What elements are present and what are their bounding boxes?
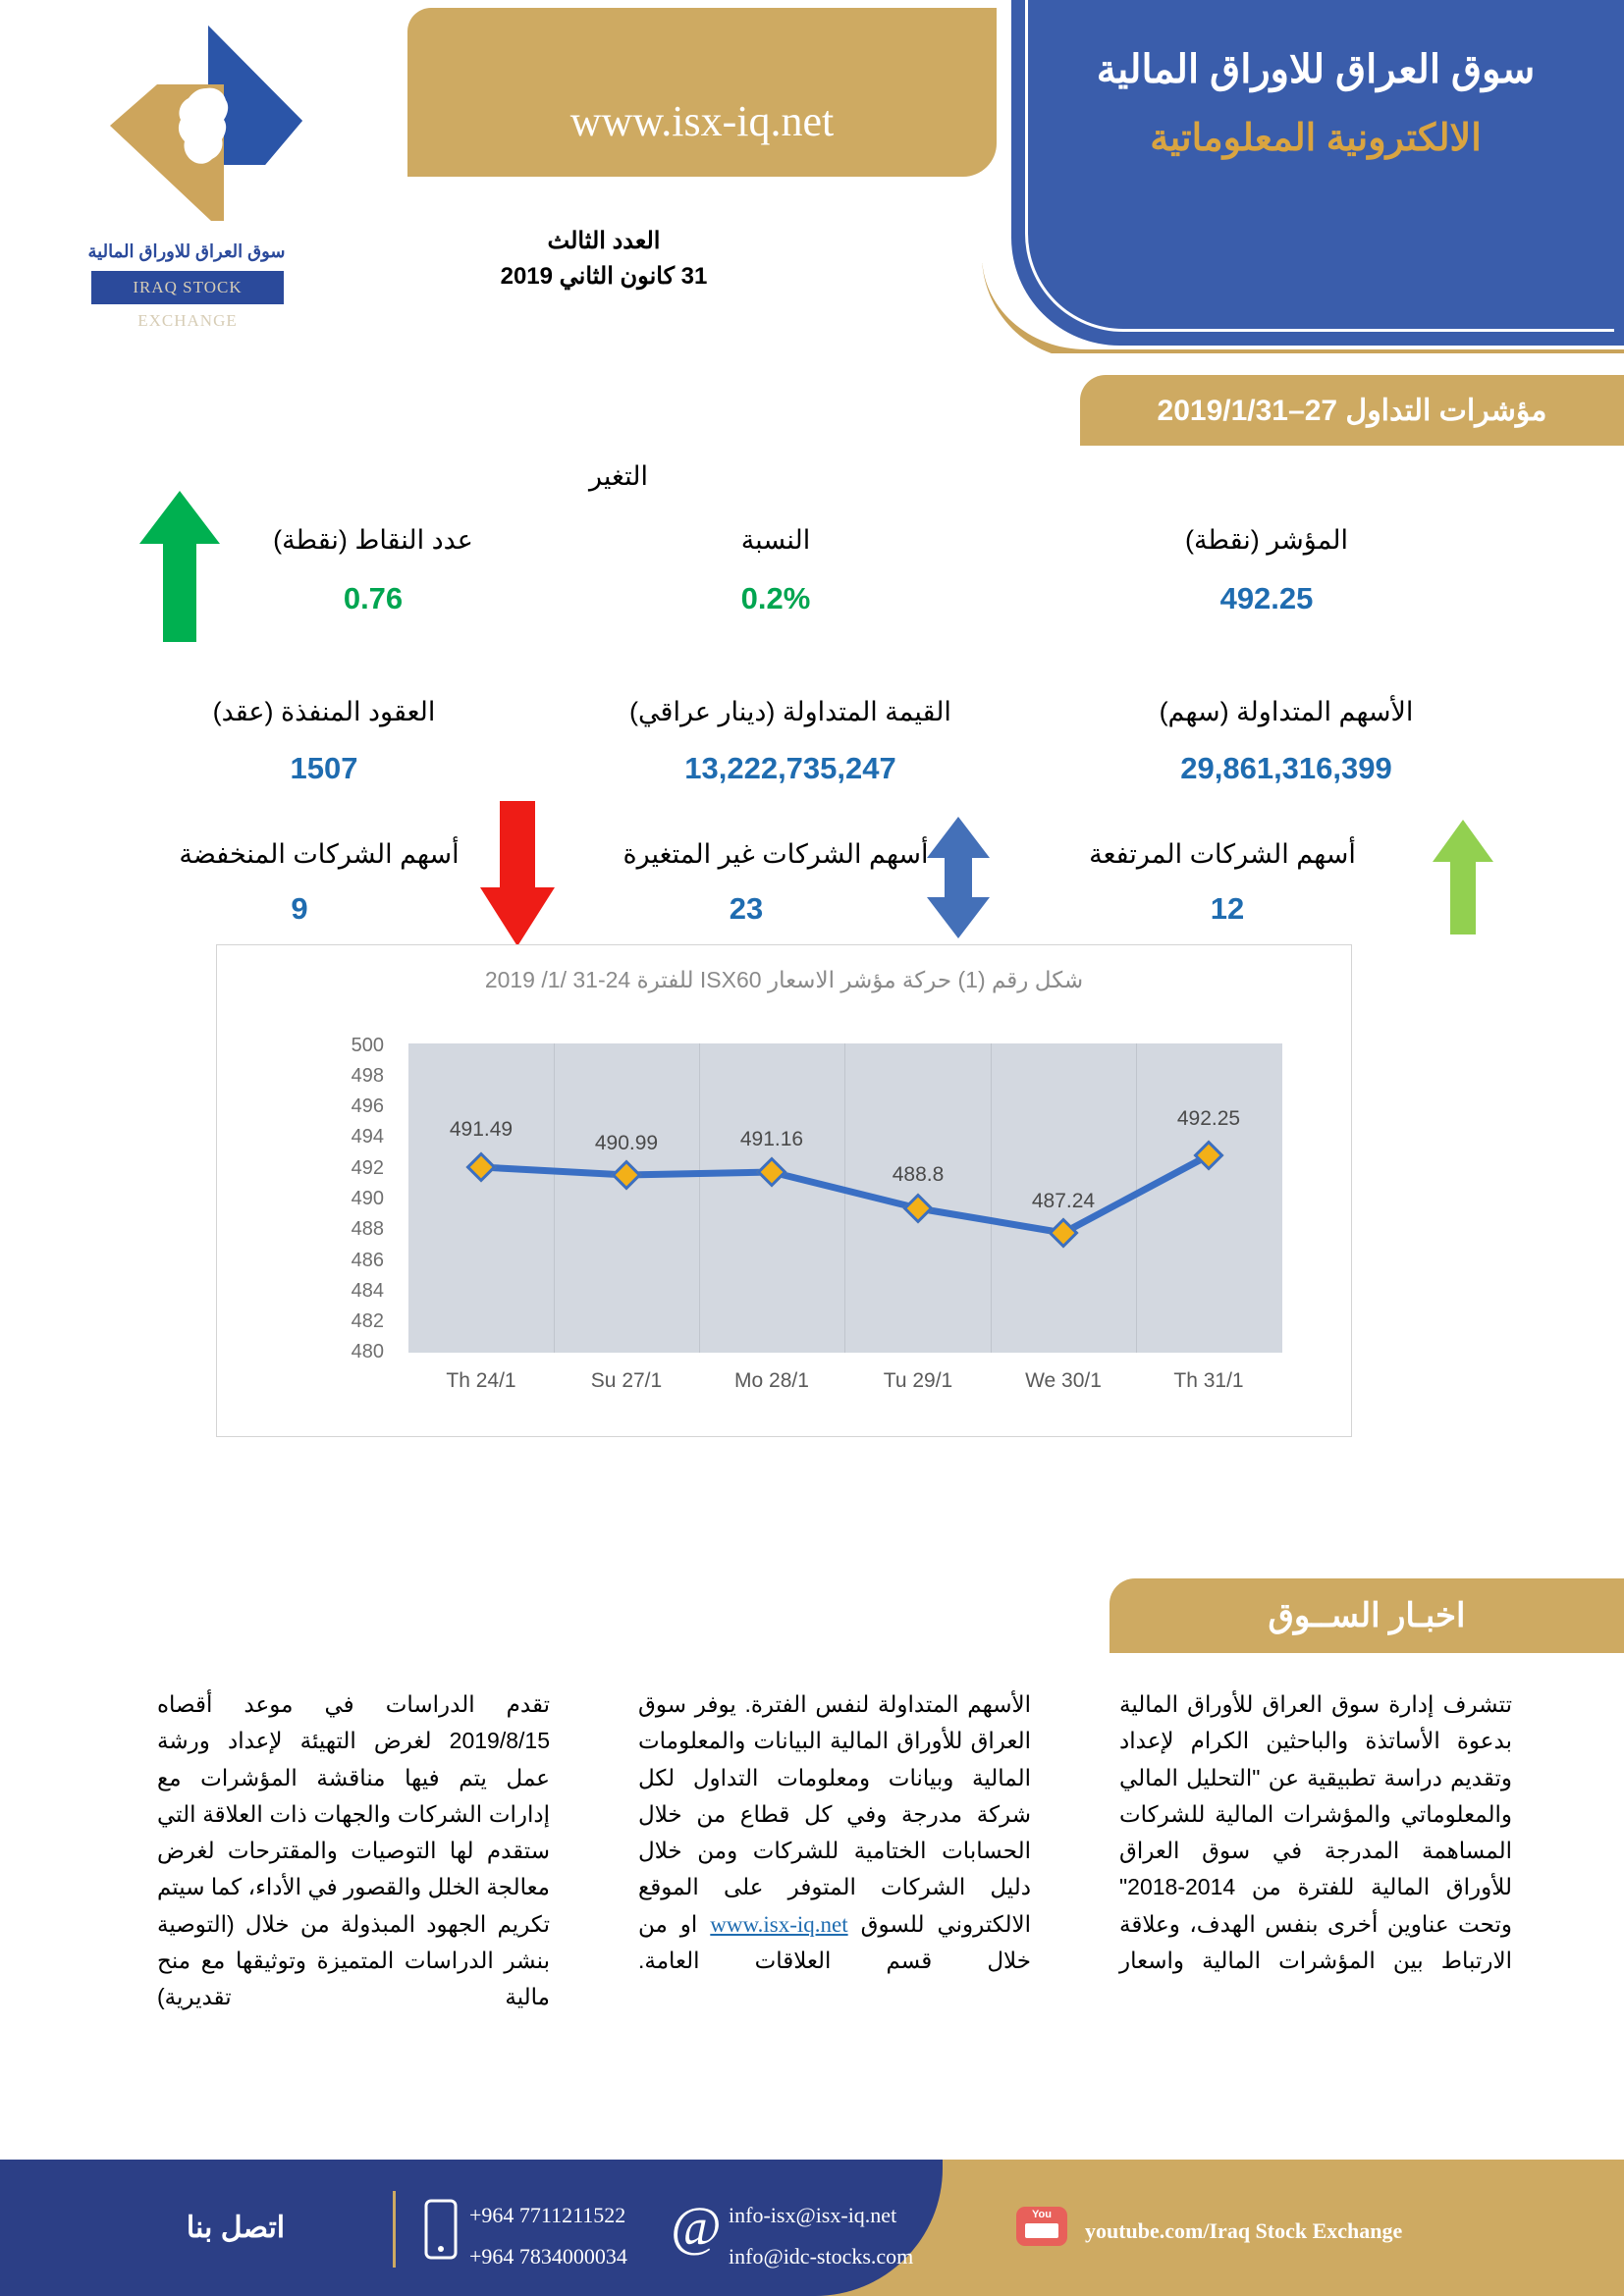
y-axis-tick: 490 bbox=[351, 1188, 384, 1209]
chart-data-label: 487.24 bbox=[1031, 1190, 1096, 1212]
stat-label-index: المؤشر (نقطة) bbox=[1184, 525, 1349, 555]
header-gold-box-shadow bbox=[410, 173, 1000, 210]
stat-label-decliners: أسهم الشركات المنخفضة bbox=[179, 839, 460, 869]
isx60-index-chart bbox=[216, 944, 1352, 1437]
y-axis-tick: 480 bbox=[351, 1341, 384, 1362]
y-axis-tick: 498 bbox=[351, 1065, 384, 1087]
stat-value-traded-value: 13,222,735,247 bbox=[684, 751, 896, 785]
youtube-badge-text: You bbox=[1032, 2209, 1052, 2220]
org-title-secondary: الالكترونية المعلوماتية bbox=[1150, 118, 1482, 159]
stat-label-unchanged: أسهم الشركات غير المتغيرة bbox=[623, 839, 929, 869]
stat-label-advancers: أسهم الشركات المرتفعة bbox=[1089, 839, 1356, 869]
stat-label-contracts: العقود المنفذة (عقد) bbox=[212, 697, 436, 726]
x-axis-tick: We 30/1 bbox=[1025, 1369, 1102, 1392]
contact-us-label: اتصل بنا bbox=[186, 2212, 286, 2244]
chart-series-line bbox=[408, 1043, 1282, 1353]
chart-data-label: 491.16 bbox=[739, 1128, 804, 1150]
stat-value-contracts: 1507 bbox=[290, 751, 358, 785]
news-section-tab: اخبـار الســوق bbox=[1110, 1578, 1624, 1653]
x-axis-tick: Su 27/1 bbox=[590, 1369, 663, 1392]
phone-number-1: +964 7711211522 bbox=[469, 2203, 626, 2227]
footer-divider bbox=[393, 2191, 396, 2268]
chart-data-label: 490.99 bbox=[594, 1132, 659, 1154]
news-column-left: تقدم الدراسات في موعد أقصاه 2019/8/15 لغرض التهيئة لإعداد ورشة عمل يتم فيها مناقشة المؤشرات مع إدارات الشركات والجهات ذات العلاقة التي ستقدم لها التوصيات والمقترحات لغرض معالجة الخلل والقصور في الأداء، كما سيتم تكريم الجهود المبذولة من خلال (التوصية بنشر الدراسات المتميزة وتوثيقها مع منح مالية تقديرية) bbox=[157, 1691, 550, 2009]
stat-value-percent: 0.2% bbox=[740, 581, 811, 615]
up-down-arrow-blue-icon bbox=[921, 815, 996, 940]
indicators-section-tab: مؤشرات التداول 27–2019/1/31 bbox=[1080, 375, 1624, 446]
y-axis-tick: 496 bbox=[351, 1095, 384, 1117]
chart-data-label: 491.49 bbox=[449, 1118, 514, 1141]
stat-value-advancers: 12 bbox=[1210, 891, 1245, 926]
page-header bbox=[0, 0, 1624, 353]
logo-english-text: IRAQ STOCK EXCHANGE bbox=[91, 271, 284, 304]
stat-value-decliners: 9 bbox=[291, 891, 308, 926]
chart-title: شكل رقم (1) حركة مؤشر الاسعار ISX60 للفترة 24-31 /1/ 2019 bbox=[484, 967, 1084, 992]
issue-date: 31 كانون الثاني 2019 bbox=[500, 263, 708, 290]
youtube-icon bbox=[1016, 2207, 1067, 2246]
header-gold-arc bbox=[982, 263, 1624, 353]
isx-website-link[interactable]: www.isx-iq.net bbox=[710, 1911, 848, 1937]
y-axis-tick: 500 bbox=[351, 1035, 384, 1056]
y-axis-tick: 486 bbox=[351, 1250, 384, 1271]
header-gold-box bbox=[407, 8, 997, 177]
page-footer bbox=[0, 2160, 1624, 2296]
x-axis-tick: Tu 29/1 bbox=[883, 1369, 953, 1392]
stat-value-traded-shares: 29,861,316,399 bbox=[1180, 751, 1392, 785]
y-axis-tick: 488 bbox=[351, 1218, 384, 1240]
stat-value-index: 492.25 bbox=[1219, 581, 1314, 615]
issue-info bbox=[407, 224, 800, 294]
isx-logo-mark-icon bbox=[59, 18, 304, 229]
x-axis-tick: Th 24/1 bbox=[446, 1369, 516, 1392]
chart-data-label: 488.8 bbox=[892, 1163, 945, 1186]
issue-number: العدد الثالث bbox=[547, 228, 661, 254]
stat-label-traded-shares: الأسهم المتداولة (سهم) bbox=[1159, 697, 1414, 726]
chart-plot-area bbox=[408, 1043, 1282, 1353]
x-axis-tick: Th 31/1 bbox=[1173, 1369, 1244, 1392]
chart-data-label: 492.25 bbox=[1176, 1107, 1241, 1130]
org-title-primary: سوق العراق للاوراق المالية bbox=[1096, 48, 1536, 91]
youtube-badge-box bbox=[1025, 2223, 1058, 2238]
phone-icon bbox=[424, 2199, 458, 2260]
stat-value-unchanged: 23 bbox=[729, 891, 764, 926]
stat-value-points: 0.76 bbox=[343, 581, 404, 615]
y-axis-tick: 484 bbox=[351, 1280, 384, 1302]
email-address-1[interactable]: info-isx@isx-iq.net bbox=[729, 2203, 897, 2227]
x-axis-tick: Mo 28/1 bbox=[734, 1369, 809, 1392]
news-text-before-link: الأسهم المتداولة لنفس الفترة. يوفر سوق العراق للأوراق المالية البيانات والمعلومات المالية وبيانات ومعلومات التداول لكل شركة مدرجة وفي كل قطاع من خلال الحسابات الختامية للشركات ومن خلال دليل الشركات المتوفر على الموقع الالكتروني للسوق bbox=[638, 1691, 1031, 1937]
isx-logo bbox=[54, 18, 319, 330]
svg-text:@: @ bbox=[671, 2199, 722, 2256]
up-arrow-light-green-icon bbox=[1429, 817, 1497, 936]
y-axis-tick: 494 bbox=[351, 1126, 384, 1148]
news-column-middle bbox=[638, 1686, 1031, 1979]
stat-label-traded-value: القيمة المتداولة (دينار عراقي) bbox=[629, 697, 951, 726]
stat-label-percent: النسبة bbox=[740, 525, 811, 555]
down-arrow-red-icon bbox=[476, 797, 559, 949]
stat-label-points: عدد النقاط (نقطة) bbox=[273, 525, 473, 555]
phone-number-2: +964 7834000034 bbox=[469, 2244, 627, 2269]
y-axis-tick: 492 bbox=[351, 1157, 384, 1179]
news-column-right: تتشرف إدارة سوق العراق للأوراق المالية بدعوة الأساتذة والباحثين الكرام لإعداد وتقديم دراسة تطبيقية عن "التحليل المالي والمعلوماتي والمؤشرات المالية للشركات المساهمة المدرجة في سوق العراق للأوراق المالية للفترة من 2014-2018" وتحت عناوين أخرى بنفس الهدف، وعلاقة الارتباط بين المؤشرات المالية واسعار bbox=[1119, 1691, 1512, 1973]
website-url[interactable]: www.isx-iq.net bbox=[569, 97, 835, 145]
up-arrow-green-icon bbox=[135, 487, 224, 644]
news-text-after-link: او من خلال قسم العلاقات العامة. bbox=[638, 1910, 1031, 1973]
change-heading: التغير bbox=[589, 461, 648, 491]
logo-arabic-text: سوق العراق للاوراق المالية bbox=[87, 241, 286, 261]
at-sign-icon bbox=[668, 2199, 725, 2256]
email-address-2[interactable]: info@idc-stocks.com bbox=[729, 2244, 914, 2269]
y-axis-tick: 482 bbox=[351, 1310, 384, 1332]
youtube-channel[interactable]: youtube.com/Iraq Stock Exchange bbox=[1085, 2218, 1403, 2243]
